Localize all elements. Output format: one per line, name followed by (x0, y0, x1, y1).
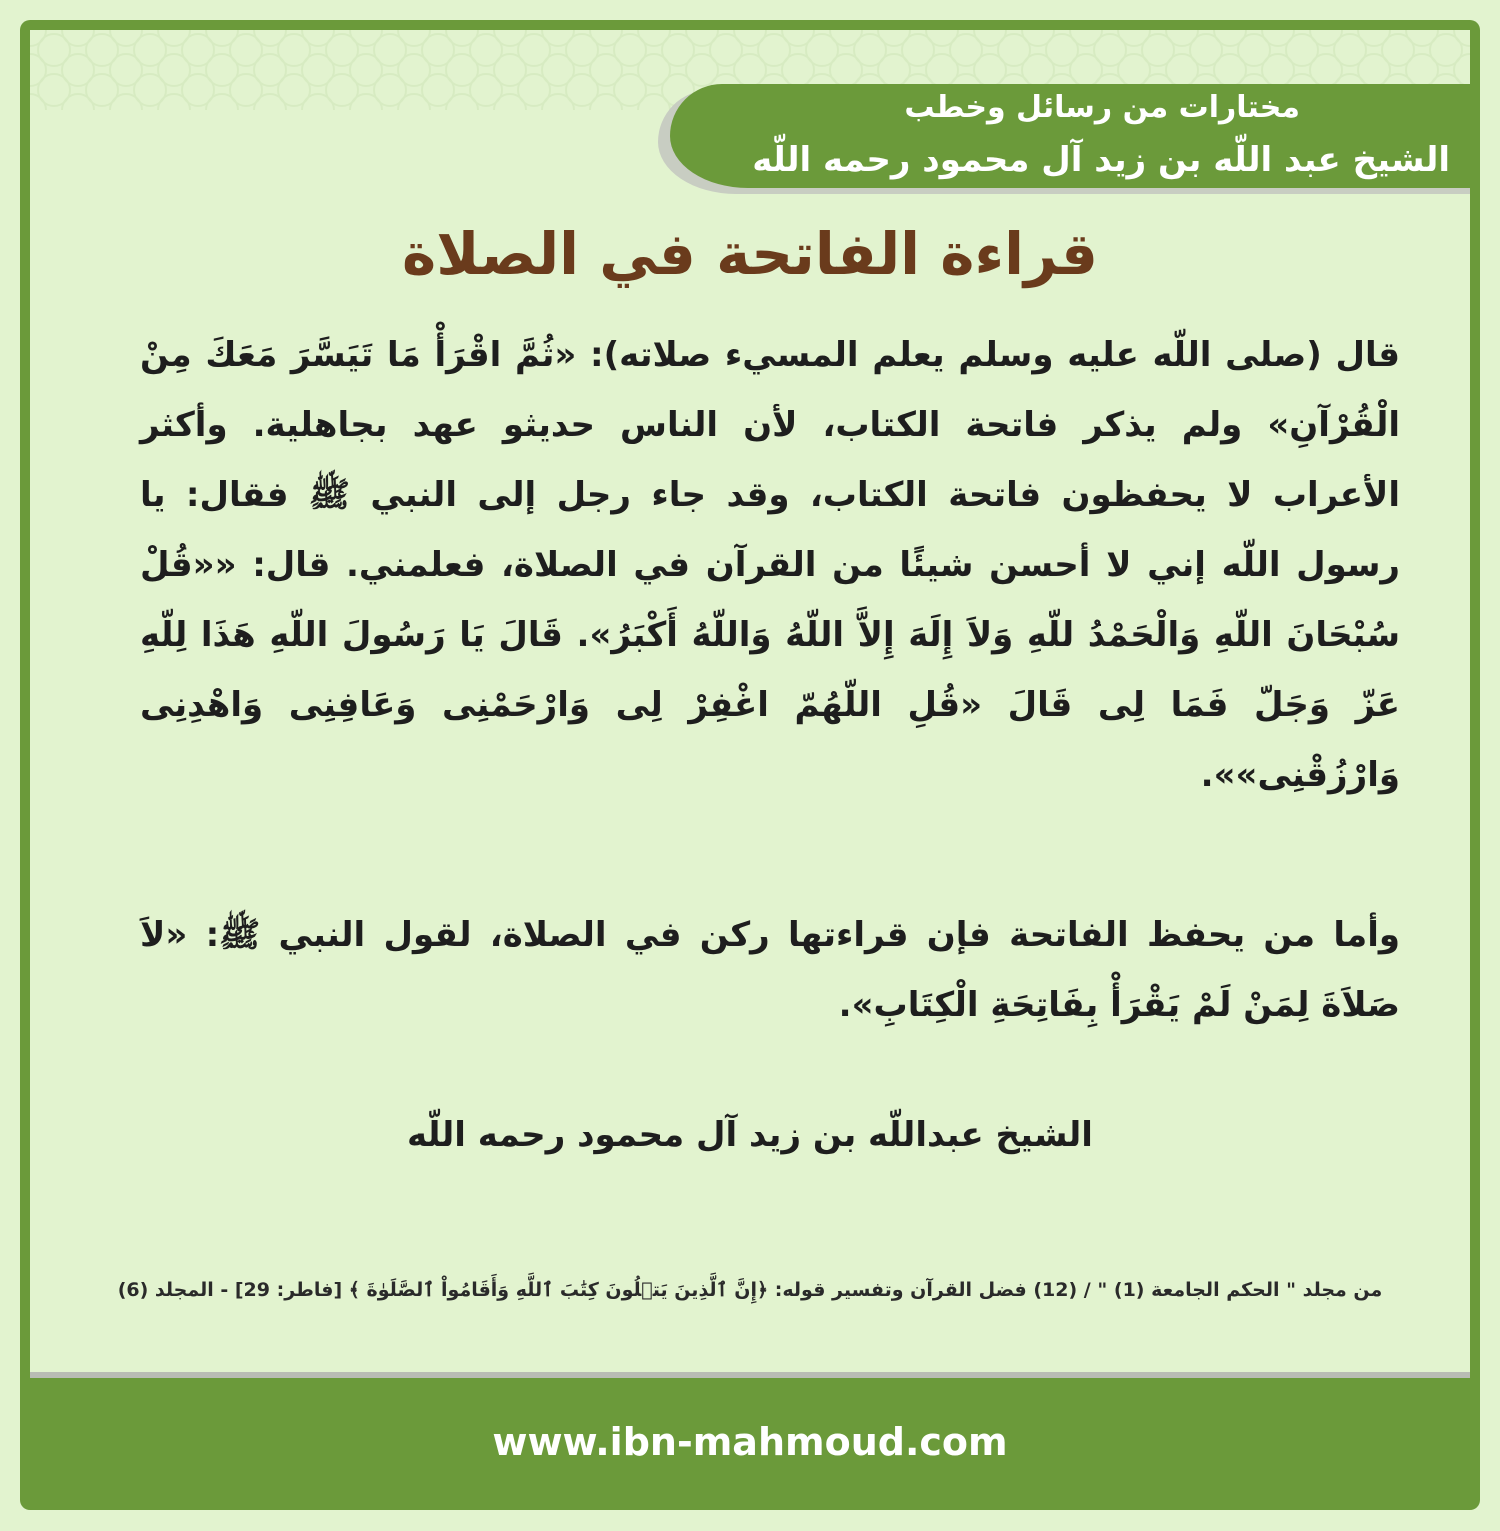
header-subtitle: مختارات من رسائل وخطب (904, 90, 1300, 125)
page-title: قراءة الفاتحة في الصلاة (401, 220, 1099, 288)
header-author: الشيخ عبد اللّه بن زيد آل محمود رحمه اللّه (752, 140, 1450, 180)
paragraph-1: قال (صلى اللّه عليه وسلم يعلم المسيء صلاته): «ثُمَّ اقْرَأْ مَا تَيَسَّرَ مَعَكَ مِنْ الْقُرْآنِ» ولم يذكر فاتحة الكتاب، لأن الناس حديثو عهد بجاهلية. وأكثر الأعراب لا يحفظون فاتحة الكتاب، وقد جاء رجل إلى النبي ﷺ فقال: يا رسول اللّه إني لا أحسن شيئًا من القرآن في الصلاة، فعلمني. قال: ««قُلْ سُبْحَانَ اللّهِ وَالْحَمْدُ للّهِ وَلاَ إِلَهَ إِلاَّ اللّهُ وَاللّهُ أَكْبَرُ». قَالَ يَا رَسُولَ اللّهِ هَذَا لِلّهِ عَزّ وَجَلّ فَمَا لِى قَالَ «قُلِ اللّهُمّ اغْفِرْ لِى وَارْحَمْنِى وَعَافِنِى وَاهْدِنِى وَارْزُقْنِى»». (140, 335, 1400, 795)
signature: الشيخ عبداللّه بن زيد آل محمود رحمه اللّه (407, 1115, 1093, 1155)
content-panel (30, 30, 1470, 1378)
source-citation: من مجلد " الحكم الجامعة (1) " / (12) فضل القرآن وتفسير قوله: ﴿إِنَّ ٱلَّذِينَ يَتۡلُونَ كِتَٰبَ ٱللَّهِ وَأَقَامُواْ ٱلصَّلَوٰةَ ﴾ [فاطر: 29] - المجلد (6) (117, 1279, 1383, 1301)
paragraph-2: وأما من يحفظ الفاتحة فإن قراءتها ركن في الصلاة، لقول النبي ﷺ: «لاَ صَلاَةَ لِمَنْ لَمْ يَقْرَأْ بِفَاتِحَةِ الْكِتَابِ». (140, 915, 1400, 1025)
website-link[interactable]: www.ibn-mahmoud.com (492, 1420, 1008, 1464)
